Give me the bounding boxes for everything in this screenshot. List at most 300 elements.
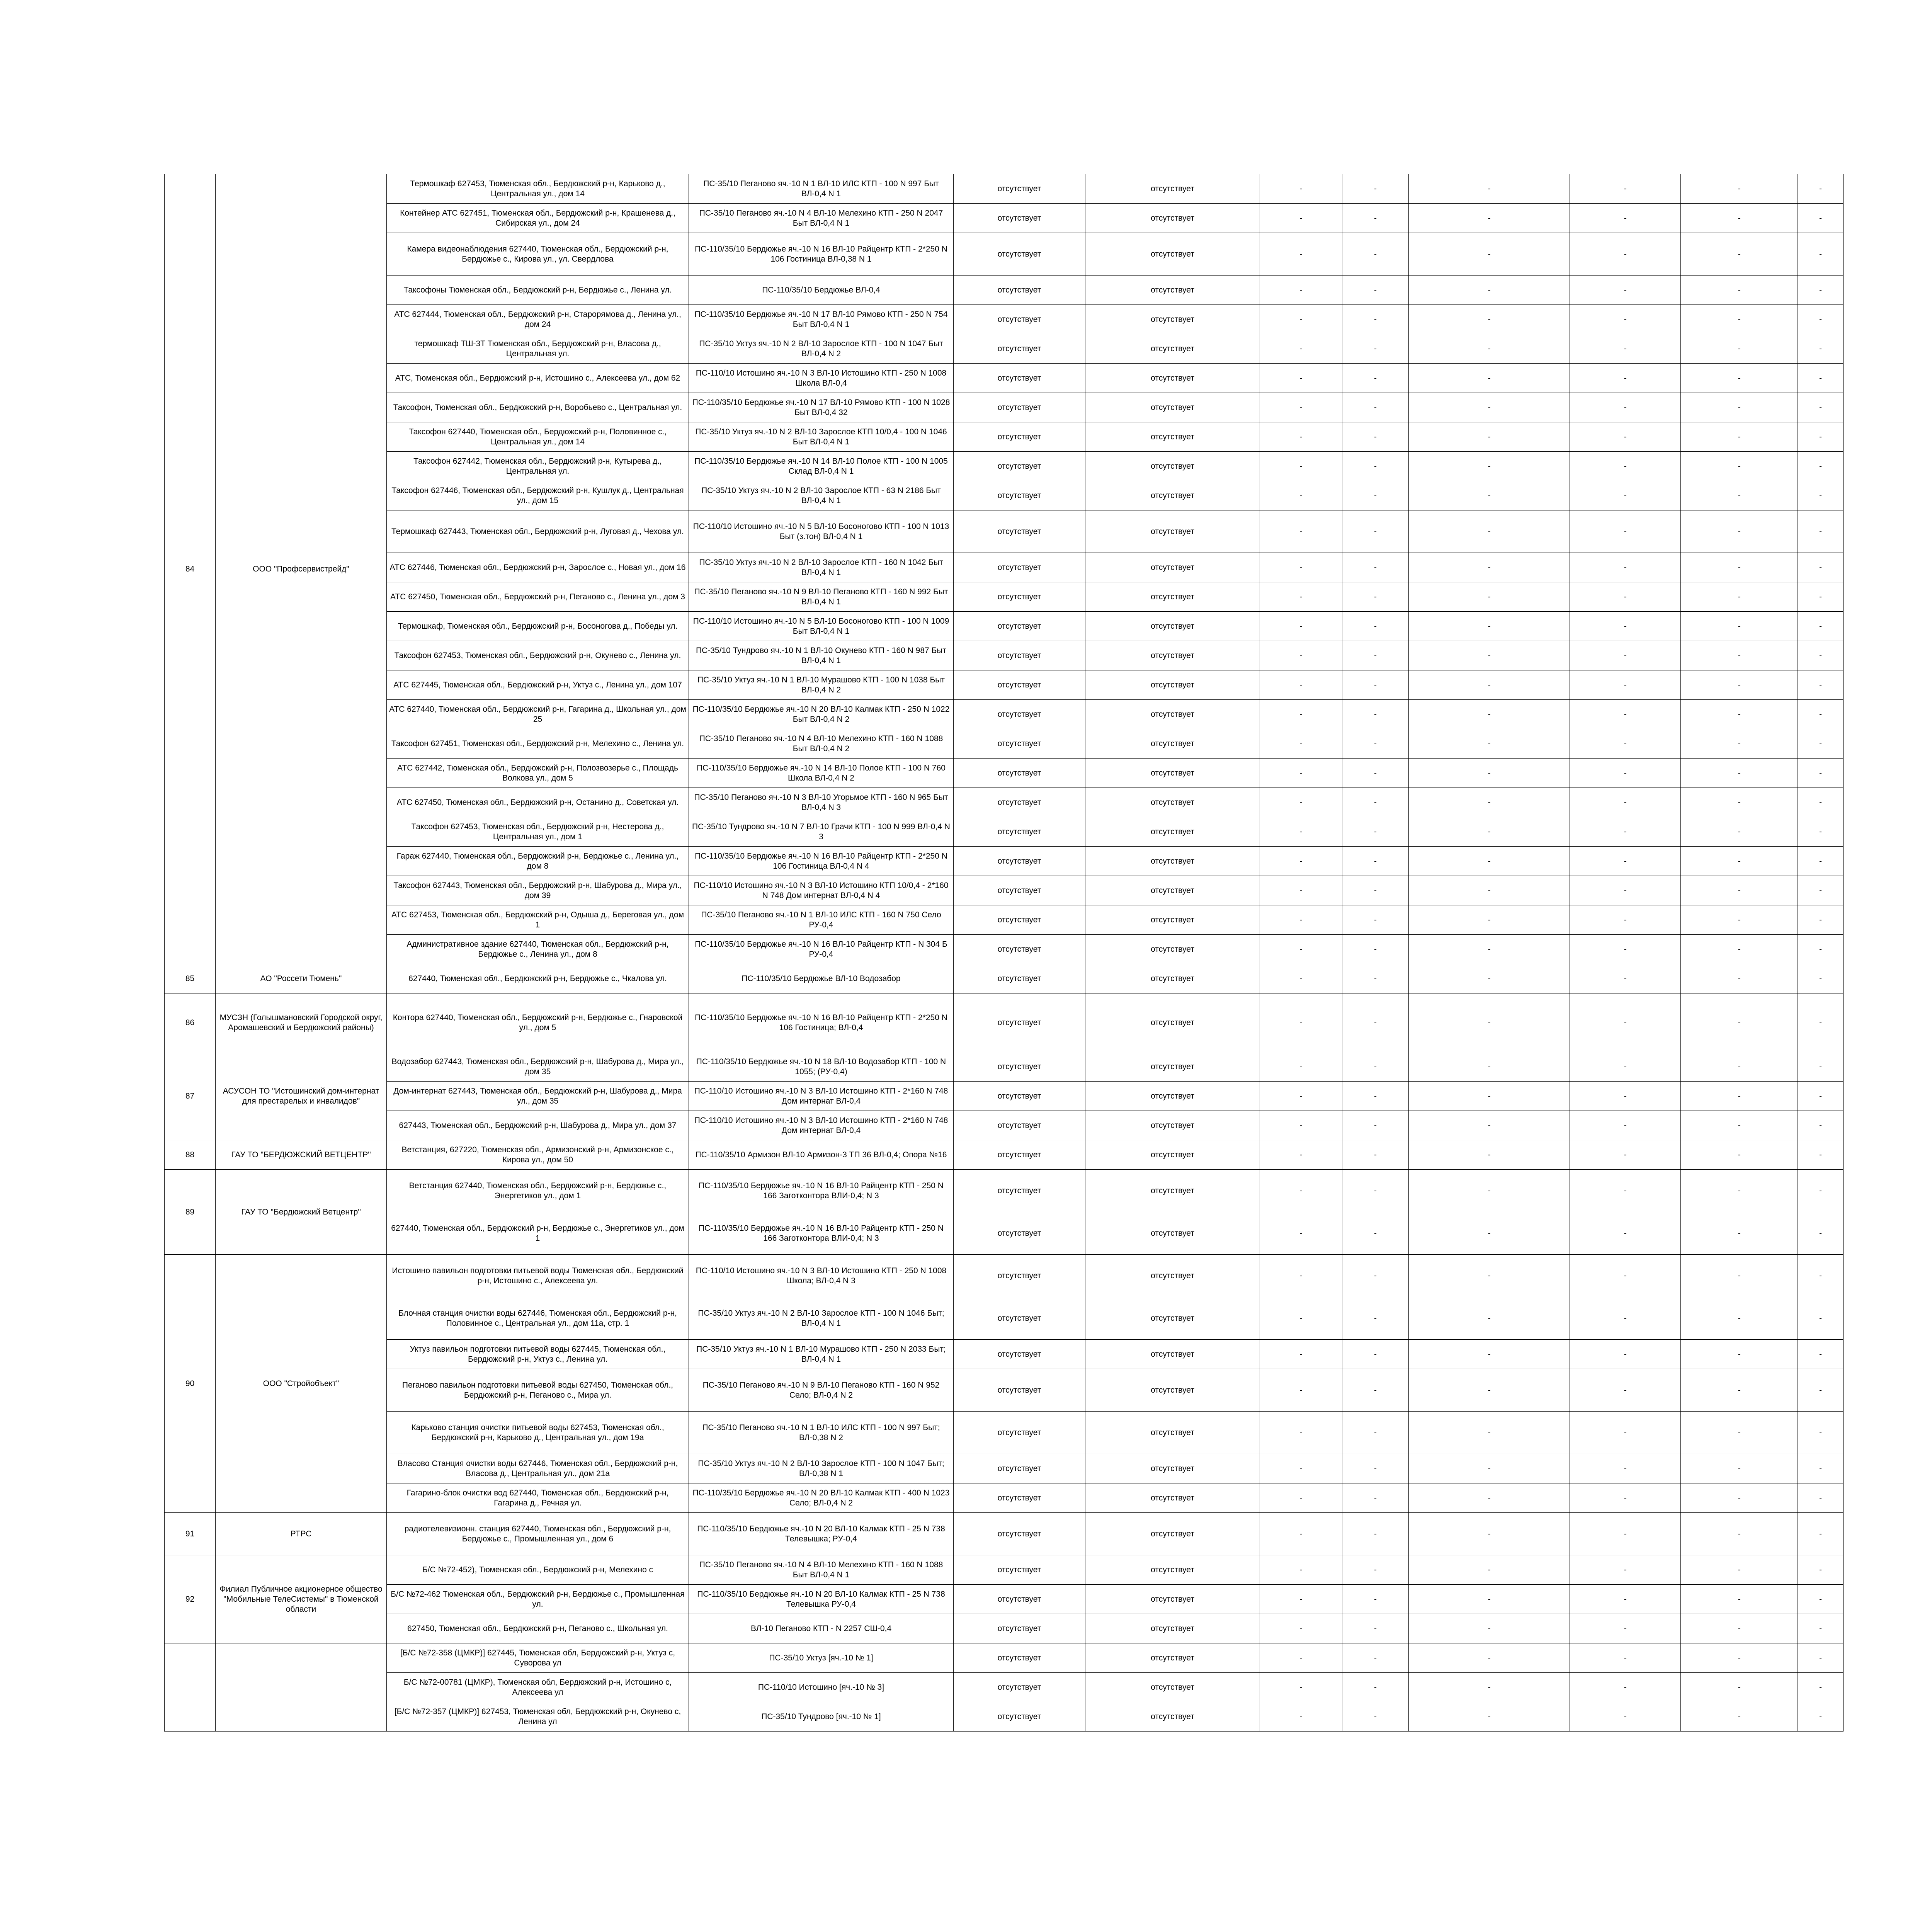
status-cell: отсутствует [954, 876, 1085, 905]
empty-value-cell: - [1342, 1255, 1409, 1297]
object-address: [Б/С №72-357 (ЦМКР)] 627453, Тюменская обл, Бердюжский р-н, Окунево с, Ленина ул [387, 1702, 689, 1732]
empty-value-cell: - [1570, 729, 1681, 759]
object-address: Блочная станция очистки воды 627446, Тюменская обл., Бердюжский р-н, Половинное с., Центральная ул., дом 11а, стр. 1 [387, 1297, 689, 1340]
status-cell: отсутствует [1085, 935, 1260, 964]
status-cell: отсутствует [954, 1412, 1085, 1454]
object-address: 627450, Тюменская обл., Бердюжский р-н, Пеганово с., Школьная ул. [387, 1614, 689, 1643]
table-row [165, 964, 1844, 993]
empty-value-cell: - [1570, 1643, 1681, 1673]
empty-value-cell: - [1681, 452, 1798, 481]
object-address: Истошино павильон подготовки питьевой воды Тюменская обл., Бердюжский р-н, Истошино с., Алексеева ул. [387, 1255, 689, 1297]
empty-value-cell: - [1570, 1412, 1681, 1454]
empty-value-cell: - [1409, 817, 1570, 847]
power-source: ПС-35/10 Уктуз яч.-10 N 2 ВЛ-10 Зарослое КТП - 100 N 1046 Быт; ВЛ-0,4 N 1 [689, 1297, 954, 1340]
status-cell: отсутствует [1085, 1255, 1260, 1297]
organization-name: АО "Россети Тюмень" [216, 964, 387, 993]
status-cell: отсутствует [1085, 1585, 1260, 1614]
status-cell: отсутствует [1085, 1052, 1260, 1082]
empty-value-cell: - [1409, 788, 1570, 817]
power-source: ПС-35/10 Тундрово яч.-10 N 7 ВЛ-10 Грачи КТП - 100 N 999 ВЛ-0,4 N 3 [689, 817, 954, 847]
empty-value-cell: - [1409, 1585, 1570, 1614]
table-row [165, 700, 1844, 729]
status-cell: отсутствует [1085, 1297, 1260, 1340]
empty-value-cell: - [1570, 641, 1681, 670]
empty-value-cell: - [1798, 964, 1844, 993]
status-cell: отсутствует [954, 641, 1085, 670]
table-row [165, 817, 1844, 847]
status-cell: отсутствует [1085, 582, 1260, 612]
table-row [165, 582, 1844, 612]
table-row [165, 670, 1844, 700]
row-number: 90 [165, 1255, 216, 1513]
table-row [165, 422, 1844, 452]
status-cell: отсутствует [954, 1052, 1085, 1082]
row-number: 84 [165, 174, 216, 964]
empty-value-cell: - [1798, 1140, 1844, 1170]
object-address: Контейнер АТС 627451, Тюменская обл., Бердюжский р-н, Крашенева д., Сибирская ул., дом 24 [387, 204, 689, 233]
empty-value-cell: - [1342, 1082, 1409, 1111]
empty-value-cell: - [1798, 1673, 1844, 1702]
empty-value-cell: - [1570, 1555, 1681, 1585]
empty-value-cell: - [1570, 452, 1681, 481]
empty-value-cell: - [1409, 582, 1570, 612]
empty-value-cell: - [1681, 553, 1798, 582]
empty-value-cell: - [1681, 759, 1798, 788]
table-row [165, 174, 1844, 204]
empty-value-cell: - [1798, 1170, 1844, 1212]
row-number: 87 [165, 1052, 216, 1140]
empty-value-cell: - [1570, 817, 1681, 847]
empty-value-cell: - [1681, 1082, 1798, 1111]
status-cell: отсутствует [1085, 510, 1260, 553]
power-source: ПС-110/35/10 Бердюжье яч.-10 N 20 ВЛ-10 Калмак КТП - 25 N 738 Телевышка РУ-0,4 [689, 1585, 954, 1614]
empty-value-cell: - [1681, 1555, 1798, 1585]
table-row [165, 452, 1844, 481]
empty-value-cell: - [1798, 510, 1844, 553]
table-row [165, 788, 1844, 817]
empty-value-cell: - [1798, 1555, 1844, 1585]
row-number: 92 [165, 1555, 216, 1643]
power-source: ПС-35/10 Уктуз [яч.-10 № 1] [689, 1643, 954, 1673]
power-source: ПС-110/35/10 Бердюжье яч.-10 N 14 ВЛ-10 Полое КТП - 100 N 1005 Склад ВЛ-0,4 N 1 [689, 452, 954, 481]
empty-value-cell: - [1260, 276, 1342, 305]
empty-value-cell: - [1342, 1297, 1409, 1340]
empty-value-cell: - [1798, 1255, 1844, 1297]
table-row [165, 1454, 1844, 1483]
empty-value-cell: - [1342, 233, 1409, 276]
empty-value-cell: - [1570, 1340, 1681, 1369]
table-row [165, 1212, 1844, 1255]
object-address: Таксофоны Тюменская обл., Бердюжский р-н, Бердюжье с., Ленина ул. [387, 276, 689, 305]
empty-value-cell: - [1342, 553, 1409, 582]
power-source: ПС-35/10 Уктуз яч.-10 N 2 ВЛ-10 Зарослое КТП - 160 N 1042 Быт ВЛ-0,4 N 1 [689, 553, 954, 582]
empty-value-cell: - [1798, 1369, 1844, 1412]
status-cell: отсутствует [954, 422, 1085, 452]
empty-value-cell: - [1681, 1702, 1798, 1732]
status-cell: отсутствует [1085, 481, 1260, 510]
table-row [165, 1555, 1844, 1585]
object-address: Власово Станция очистки воды 627446, Тюменская обл., Бердюжский р-н, Власова д., Центральная ул., дом 21а [387, 1454, 689, 1483]
empty-value-cell: - [1342, 1340, 1409, 1369]
status-cell: отсутствует [1085, 305, 1260, 334]
power-source: ПС-110/10 Истошино [яч.-10 № 3] [689, 1673, 954, 1702]
empty-value-cell: - [1570, 1614, 1681, 1643]
status-cell: отсутствует [1085, 452, 1260, 481]
organization-name [216, 1643, 387, 1732]
empty-value-cell: - [1681, 1340, 1798, 1369]
status-cell: отсутствует [954, 334, 1085, 364]
status-cell: отсутствует [1085, 788, 1260, 817]
power-source: ПС-35/10 Тундрово яч.-10 N 1 ВЛ-10 Окунево КТП - 160 N 987 Быт ВЛ-0,4 N 1 [689, 641, 954, 670]
status-cell: отсутствует [1085, 553, 1260, 582]
object-address: 627440, Тюменская обл., Бердюжский р-н, Бердюжье с., Чкалова ул. [387, 964, 689, 993]
empty-value-cell: - [1681, 847, 1798, 876]
empty-value-cell: - [1260, 1614, 1342, 1643]
table-row [165, 1340, 1844, 1369]
object-address: 627443, Тюменская обл., Бердюжский р-н, Шабурова д., Мира ул., дом 37 [387, 1111, 689, 1140]
empty-value-cell: - [1260, 1643, 1342, 1673]
table-row [165, 1702, 1844, 1732]
empty-value-cell: - [1798, 582, 1844, 612]
empty-value-cell: - [1409, 1454, 1570, 1483]
object-address: АТС 627445, Тюменская обл., Бердюжский р-н, Уктуз с., Ленина ул., дом 107 [387, 670, 689, 700]
object-address: Административное здание 627440, Тюменская обл., Бердюжский р-н, Бердюжье с., Ленина ул., дом 8 [387, 935, 689, 964]
empty-value-cell: - [1260, 1454, 1342, 1483]
empty-value-cell: - [1342, 847, 1409, 876]
empty-value-cell: - [1260, 1255, 1342, 1297]
empty-value-cell: - [1570, 905, 1681, 935]
table-row [165, 1111, 1844, 1140]
power-source: ПС-110/35/10 Бердюжье яч.-10 N 17 ВЛ-10 Рямово КТП - 100 N 1028 Быт ВЛ-0,4 32 [689, 393, 954, 422]
status-cell: отсутствует [954, 1614, 1085, 1643]
power-source: ПС-110/35/10 Бердюжье яч.-10 N 20 ВЛ-10 Калмак КТП - 25 N 738 Телевышка; РУ-0,4 [689, 1513, 954, 1555]
empty-value-cell: - [1681, 334, 1798, 364]
empty-value-cell: - [1570, 174, 1681, 204]
empty-value-cell: - [1798, 876, 1844, 905]
empty-value-cell: - [1342, 174, 1409, 204]
empty-value-cell: - [1798, 1702, 1844, 1732]
power-source: ПС-110/35/10 Бердюжье яч.-10 N 16 ВЛ-10 Райцентр КТП - 2*250 N 106 Гостиница; ВЛ-0,4 [689, 993, 954, 1052]
status-cell: отсутствует [1085, 729, 1260, 759]
table-row [165, 481, 1844, 510]
status-cell: отсутствует [1085, 174, 1260, 204]
power-source: ПС-110/10 Истошино яч.-10 N 5 ВЛ-10 Босоногово КТП - 100 N 1013 Быт (з.тон) ВЛ-0,4 N 1 [689, 510, 954, 553]
empty-value-cell: - [1260, 393, 1342, 422]
empty-value-cell: - [1681, 1212, 1798, 1255]
empty-value-cell: - [1409, 334, 1570, 364]
empty-value-cell: - [1342, 1140, 1409, 1170]
status-cell: отсутствует [1085, 905, 1260, 935]
status-cell: отсутствует [954, 510, 1085, 553]
empty-value-cell: - [1798, 759, 1844, 788]
empty-value-cell: - [1681, 1483, 1798, 1513]
empty-value-cell: - [1260, 481, 1342, 510]
table-row [165, 876, 1844, 905]
power-source: ПС-110/35/10 Бердюжье яч.-10 N 16 ВЛ-10 Райцентр КТП - 2*250 N 106 Гостиница ВЛ-0,38 N 1 [689, 233, 954, 276]
status-cell: отсутствует [954, 1513, 1085, 1555]
object-address: АТС 627450, Тюменская обл., Бердюжский р-н, Пеганово с., Ленина ул., дом 3 [387, 582, 689, 612]
empty-value-cell: - [1798, 1340, 1844, 1369]
empty-value-cell: - [1342, 1369, 1409, 1412]
empty-value-cell: - [1260, 1111, 1342, 1140]
empty-value-cell: - [1681, 876, 1798, 905]
empty-value-cell: - [1260, 422, 1342, 452]
empty-value-cell: - [1681, 641, 1798, 670]
power-source: ПС-110/35/10 Бердюжье яч.-10 N 20 ВЛ-10 Калмак КТП - 250 N 1022 Быт ВЛ-0,4 N 2 [689, 700, 954, 729]
table-row [165, 1614, 1844, 1643]
empty-value-cell: - [1260, 1513, 1342, 1555]
empty-value-cell: - [1342, 1614, 1409, 1643]
organization-name: ГАУ ТО "БЕРДЮЖСКИЙ ВЕТЦЕНТР" [216, 1140, 387, 1170]
power-source: ПС-35/10 Пеганово яч.-10 N 3 ВЛ-10 Угорьмое КТП - 160 N 965 Быт ВЛ-0,4 N 3 [689, 788, 954, 817]
empty-value-cell: - [1260, 1483, 1342, 1513]
empty-value-cell: - [1342, 1454, 1409, 1483]
empty-value-cell: - [1409, 876, 1570, 905]
row-number: 89 [165, 1170, 216, 1255]
empty-value-cell: - [1681, 670, 1798, 700]
empty-value-cell: - [1570, 305, 1681, 334]
empty-value-cell: - [1798, 174, 1844, 204]
status-cell: отсутствует [1085, 276, 1260, 305]
empty-value-cell: - [1570, 582, 1681, 612]
object-address: Дом-интернат 627443, Тюменская обл., Бердюжский р-н, Шабурова д., Мира ул., дом 35 [387, 1082, 689, 1111]
power-source: ПС-35/10 Пеганово яч.-10 N 1 ВЛ-10 ИЛС КТП - 160 N 750 Село РУ-0,4 [689, 905, 954, 935]
power-source: ПС-110/10 Истошино яч.-10 N 3 ВЛ-10 Истошино КТП - 2*160 N 748 Дом интернат ВЛ-0,4 [689, 1082, 954, 1111]
table-row [165, 1170, 1844, 1212]
empty-value-cell: - [1681, 700, 1798, 729]
empty-value-cell: - [1409, 1702, 1570, 1732]
status-cell: отсутствует [954, 1111, 1085, 1140]
empty-value-cell: - [1681, 1643, 1798, 1673]
organization-name: ООО "Стройобъект" [216, 1255, 387, 1513]
status-cell: отсутствует [954, 670, 1085, 700]
empty-value-cell: - [1681, 481, 1798, 510]
empty-value-cell: - [1260, 305, 1342, 334]
empty-value-cell: - [1342, 1212, 1409, 1255]
empty-value-cell: - [1798, 1212, 1844, 1255]
empty-value-cell: - [1681, 1412, 1798, 1454]
table-row [165, 1585, 1844, 1614]
status-cell: отсутствует [1085, 1483, 1260, 1513]
empty-value-cell: - [1681, 1111, 1798, 1140]
empty-value-cell: - [1681, 1585, 1798, 1614]
empty-value-cell: - [1260, 1673, 1342, 1702]
empty-value-cell: - [1342, 876, 1409, 905]
power-source: ПС-110/35/10 Бердюжье яч.-10 N 20 ВЛ-10 Калмак КТП - 400 N 1023 Село; ВЛ-0,4 N 2 [689, 1483, 954, 1513]
status-cell: отсутствует [954, 582, 1085, 612]
power-source: ПС-110/35/10 Бердюжье яч.-10 N 16 ВЛ-10 Райцентр КТП - 250 N 166 Заготконтора ВЛИ-0,4; N 3 [689, 1212, 954, 1255]
empty-value-cell: - [1798, 1643, 1844, 1673]
power-source: ПС-110/35/10 Бердюжье яч.-10 N 16 ВЛ-10 Райцентр КТП - 250 N 166 Заготконтора ВЛИ-0,4; N 3 [689, 1170, 954, 1212]
empty-value-cell: - [1681, 1369, 1798, 1412]
power-source: ПС-110/10 Истошино яч.-10 N 3 ВЛ-10 Истошино КТП - 2*160 N 748 Дом интернат ВЛ-0,4 [689, 1111, 954, 1140]
empty-value-cell: - [1409, 393, 1570, 422]
empty-value-cell: - [1409, 174, 1570, 204]
empty-value-cell: - [1798, 700, 1844, 729]
power-source: ПС-35/10 Пеганово яч.-10 N 4 ВЛ-10 Мелехино КТП - 160 N 1088 Быт ВЛ-0,4 N 1 [689, 1555, 954, 1585]
empty-value-cell: - [1260, 1052, 1342, 1082]
status-cell: отсутствует [954, 1643, 1085, 1673]
power-source: ПС-110/10 Истошино яч.-10 N 5 ВЛ-10 Босоногово КТП - 100 N 1009 Быт ВЛ-0,4 N 1 [689, 612, 954, 641]
organization-name: РТРС [216, 1513, 387, 1555]
empty-value-cell: - [1260, 729, 1342, 759]
table-row [165, 905, 1844, 935]
empty-value-cell: - [1342, 729, 1409, 759]
status-cell: отсутствует [954, 1369, 1085, 1412]
empty-value-cell: - [1409, 452, 1570, 481]
status-cell: отсутствует [1085, 364, 1260, 393]
table-row [165, 364, 1844, 393]
status-cell: отсутствует [1085, 964, 1260, 993]
status-cell: отсутствует [1085, 612, 1260, 641]
empty-value-cell: - [1681, 174, 1798, 204]
empty-value-cell: - [1342, 364, 1409, 393]
status-cell: отсутствует [954, 1585, 1085, 1614]
empty-value-cell: - [1342, 1673, 1409, 1702]
power-source: ПС-110/35/10 Бердюжье ВЛ-10 Водозабор [689, 964, 954, 993]
empty-value-cell: - [1342, 905, 1409, 935]
table-row [165, 1369, 1844, 1412]
empty-value-cell: - [1342, 641, 1409, 670]
empty-value-cell: - [1260, 817, 1342, 847]
empty-value-cell: - [1798, 334, 1844, 364]
empty-value-cell: - [1409, 1170, 1570, 1212]
power-source: ПС-35/10 Тундрово [яч.-10 № 1] [689, 1702, 954, 1732]
object-address: Термошкаф, Тюменская обл., Бердюжский р-н, Босоногова д., Победы ул. [387, 612, 689, 641]
empty-value-cell: - [1260, 670, 1342, 700]
empty-value-cell: - [1260, 204, 1342, 233]
data-table [164, 174, 1844, 1732]
row-number: 86 [165, 993, 216, 1052]
table-row [165, 393, 1844, 422]
object-address: Контора 627440, Тюменская обл., Бердюжский р-н, Бердюжье с., Гнаровской ул., дом 5 [387, 993, 689, 1052]
empty-value-cell: - [1409, 993, 1570, 1052]
object-address: АТС, Тюменская обл., Бердюжский р-н, Истошино с., Алексеева ул., дом 62 [387, 364, 689, 393]
power-source: ПС-110/35/10 Бердюжье яч.-10 N 18 ВЛ-10 Водозабор КТП - 100 N 1055; (РУ-0,4) [689, 1052, 954, 1082]
table-row [165, 1082, 1844, 1111]
empty-value-cell: - [1570, 1585, 1681, 1614]
status-cell: отсутствует [1085, 334, 1260, 364]
empty-value-cell: - [1570, 670, 1681, 700]
object-address: Таксофон 627442, Тюменская обл., Бердюжский р-н, Кутырева д., Центральная ул. [387, 452, 689, 481]
empty-value-cell: - [1798, 1585, 1844, 1614]
empty-value-cell: - [1570, 481, 1681, 510]
object-address: [Б/С №72-358 (ЦМКР)] 627445, Тюменская обл, Бердюжский р-н, Уктуз с, Суворова ул [387, 1643, 689, 1673]
empty-value-cell: - [1342, 817, 1409, 847]
empty-value-cell: - [1570, 276, 1681, 305]
power-source: ПС-110/35/10 Бердюжье ВЛ-0,4 [689, 276, 954, 305]
status-cell: отсутствует [1085, 641, 1260, 670]
empty-value-cell: - [1409, 1297, 1570, 1340]
power-source: ПС-110/10 Истошино яч.-10 N 3 ВЛ-10 Истошино КТП - 250 N 1008 Школа; ВЛ-0,4 N 3 [689, 1255, 954, 1297]
empty-value-cell: - [1260, 1412, 1342, 1454]
empty-value-cell: - [1342, 788, 1409, 817]
table-row [165, 1297, 1844, 1340]
status-cell: отсутствует [954, 1297, 1085, 1340]
empty-value-cell: - [1409, 1412, 1570, 1454]
empty-value-cell: - [1409, 510, 1570, 553]
status-cell: отсутствует [954, 1555, 1085, 1585]
empty-value-cell: - [1260, 510, 1342, 553]
empty-value-cell: - [1798, 364, 1844, 393]
row-number [165, 1643, 216, 1732]
empty-value-cell: - [1409, 305, 1570, 334]
table-row [165, 847, 1844, 876]
object-address: АТС 627446, Тюменская обл., Бердюжский р-н, Зарослое с., Новая ул., дом 16 [387, 553, 689, 582]
empty-value-cell: - [1681, 422, 1798, 452]
status-cell: отсутствует [954, 233, 1085, 276]
status-cell: отсутствует [1085, 1170, 1260, 1212]
empty-value-cell: - [1260, 1340, 1342, 1369]
status-cell: отсутствует [954, 393, 1085, 422]
empty-value-cell: - [1570, 1454, 1681, 1483]
organization-name: ГАУ ТО "Бердюжский Ветцентр" [216, 1170, 387, 1255]
table-row [165, 1483, 1844, 1513]
object-address: АТС 627440, Тюменская обл., Бердюжский р-н, Гагарина д., Школьная ул., дом 25 [387, 700, 689, 729]
empty-value-cell: - [1798, 641, 1844, 670]
empty-value-cell: - [1409, 847, 1570, 876]
status-cell: отсутствует [1085, 670, 1260, 700]
table-row [165, 935, 1844, 964]
power-source: ПС-110/35/10 Бердюжье яч.-10 N 17 ВЛ-10 Рямово КТП - 250 N 754 Быт ВЛ-0,4 N 1 [689, 305, 954, 334]
table-row [165, 1643, 1844, 1673]
status-cell: отсутствует [954, 553, 1085, 582]
object-address: АТС 627444, Тюменская обл., Бердюжский р-н, Старорямова д., Ленина ул., дом 24 [387, 305, 689, 334]
empty-value-cell: - [1260, 1082, 1342, 1111]
empty-value-cell: - [1798, 1297, 1844, 1340]
empty-value-cell: - [1342, 276, 1409, 305]
empty-value-cell: - [1260, 700, 1342, 729]
empty-value-cell: - [1342, 1483, 1409, 1513]
empty-value-cell: - [1409, 612, 1570, 641]
empty-value-cell: - [1681, 204, 1798, 233]
power-source: ПС-35/10 Пеганово яч.-10 N 9 ВЛ-10 Пеганово КТП - 160 N 992 Быт ВЛ-0,4 N 1 [689, 582, 954, 612]
status-cell: отсутствует [1085, 1082, 1260, 1111]
power-source: ПС-35/10 Уктуз яч.-10 N 2 ВЛ-10 Зарослое КТП - 100 N 1047 Быт ВЛ-0,4 N 2 [689, 334, 954, 364]
empty-value-cell: - [1570, 612, 1681, 641]
empty-value-cell: - [1681, 1614, 1798, 1643]
status-cell: отсутствует [954, 1170, 1085, 1212]
empty-value-cell: - [1260, 759, 1342, 788]
object-address: Таксофон 627446, Тюменская обл., Бердюжский р-н, Кушлук д., Центральная ул., дом 15 [387, 481, 689, 510]
empty-value-cell: - [1260, 876, 1342, 905]
empty-value-cell: - [1342, 1702, 1409, 1732]
organization-name: АСУСОН ТО "Истошинский дом-интернат для престарелых и инвалидов" [216, 1052, 387, 1140]
empty-value-cell: - [1409, 1052, 1570, 1082]
empty-value-cell: - [1260, 233, 1342, 276]
empty-value-cell: - [1342, 1513, 1409, 1555]
row-number: 85 [165, 964, 216, 993]
empty-value-cell: - [1681, 1170, 1798, 1212]
empty-value-cell: - [1409, 1111, 1570, 1140]
empty-value-cell: - [1260, 1170, 1342, 1212]
empty-value-cell: - [1342, 204, 1409, 233]
status-cell: отсутствует [954, 174, 1085, 204]
empty-value-cell: - [1409, 481, 1570, 510]
empty-value-cell: - [1409, 1340, 1570, 1369]
empty-value-cell: - [1409, 641, 1570, 670]
status-cell: отсутствует [954, 847, 1085, 876]
empty-value-cell: - [1570, 204, 1681, 233]
empty-value-cell: - [1570, 1369, 1681, 1412]
empty-value-cell: - [1409, 204, 1570, 233]
empty-value-cell: - [1409, 1255, 1570, 1297]
empty-value-cell: - [1260, 788, 1342, 817]
empty-value-cell: - [1409, 1673, 1570, 1702]
status-cell: отсутствует [1085, 847, 1260, 876]
empty-value-cell: - [1409, 1513, 1570, 1555]
empty-value-cell: - [1798, 670, 1844, 700]
